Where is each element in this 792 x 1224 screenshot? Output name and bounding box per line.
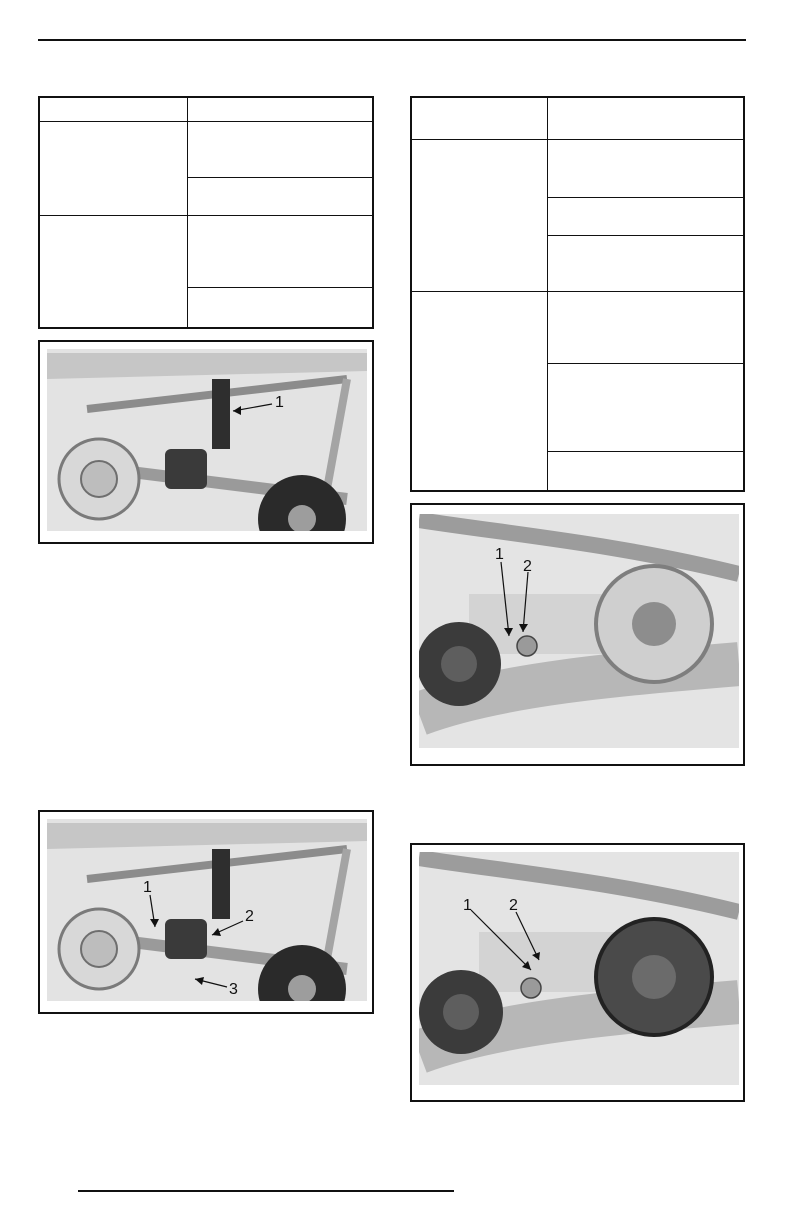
- table-header-cell: [411, 97, 548, 139]
- table-header-cell: [39, 97, 188, 121]
- header-rule: [38, 39, 746, 41]
- table-cell: [188, 287, 374, 328]
- table-cell: [411, 139, 548, 291]
- table-cell: [188, 177, 374, 215]
- table-cell: [188, 121, 374, 177]
- callout-label: 3: [229, 981, 238, 998]
- footer-rule: [78, 1190, 454, 1192]
- table-cell: [548, 235, 745, 291]
- table-cell: [39, 215, 188, 328]
- table-header-cell: [548, 97, 745, 139]
- callout-label: 1: [495, 546, 504, 563]
- figure-suspension-1: [38, 340, 374, 544]
- table-cell: [548, 291, 745, 363]
- track-photo: [419, 514, 739, 748]
- suspension-photo: [47, 349, 367, 531]
- table-cell: [548, 363, 745, 451]
- table-header-cell: [188, 97, 374, 121]
- callout-label: 1: [463, 897, 472, 914]
- figure-track-2: [410, 843, 745, 1102]
- callout-label: 1: [143, 879, 152, 896]
- figure-track-1: [410, 503, 745, 766]
- figure-suspension-2: [38, 810, 374, 1014]
- callout-label: 2: [523, 558, 532, 575]
- table-cell: [548, 451, 745, 491]
- left-spec-table: [38, 96, 374, 329]
- suspension-photo: [47, 819, 367, 1001]
- callout-label: 2: [509, 897, 518, 914]
- callout-label: 1: [275, 394, 284, 411]
- table-cell: [548, 139, 745, 197]
- track-photo: [419, 852, 739, 1085]
- right-spec-table: [410, 96, 745, 492]
- table-cell: [411, 291, 548, 491]
- table-cell: [548, 197, 745, 235]
- table-cell: [188, 215, 374, 287]
- callout-label: 2: [245, 908, 254, 925]
- table-cell: [39, 121, 188, 215]
